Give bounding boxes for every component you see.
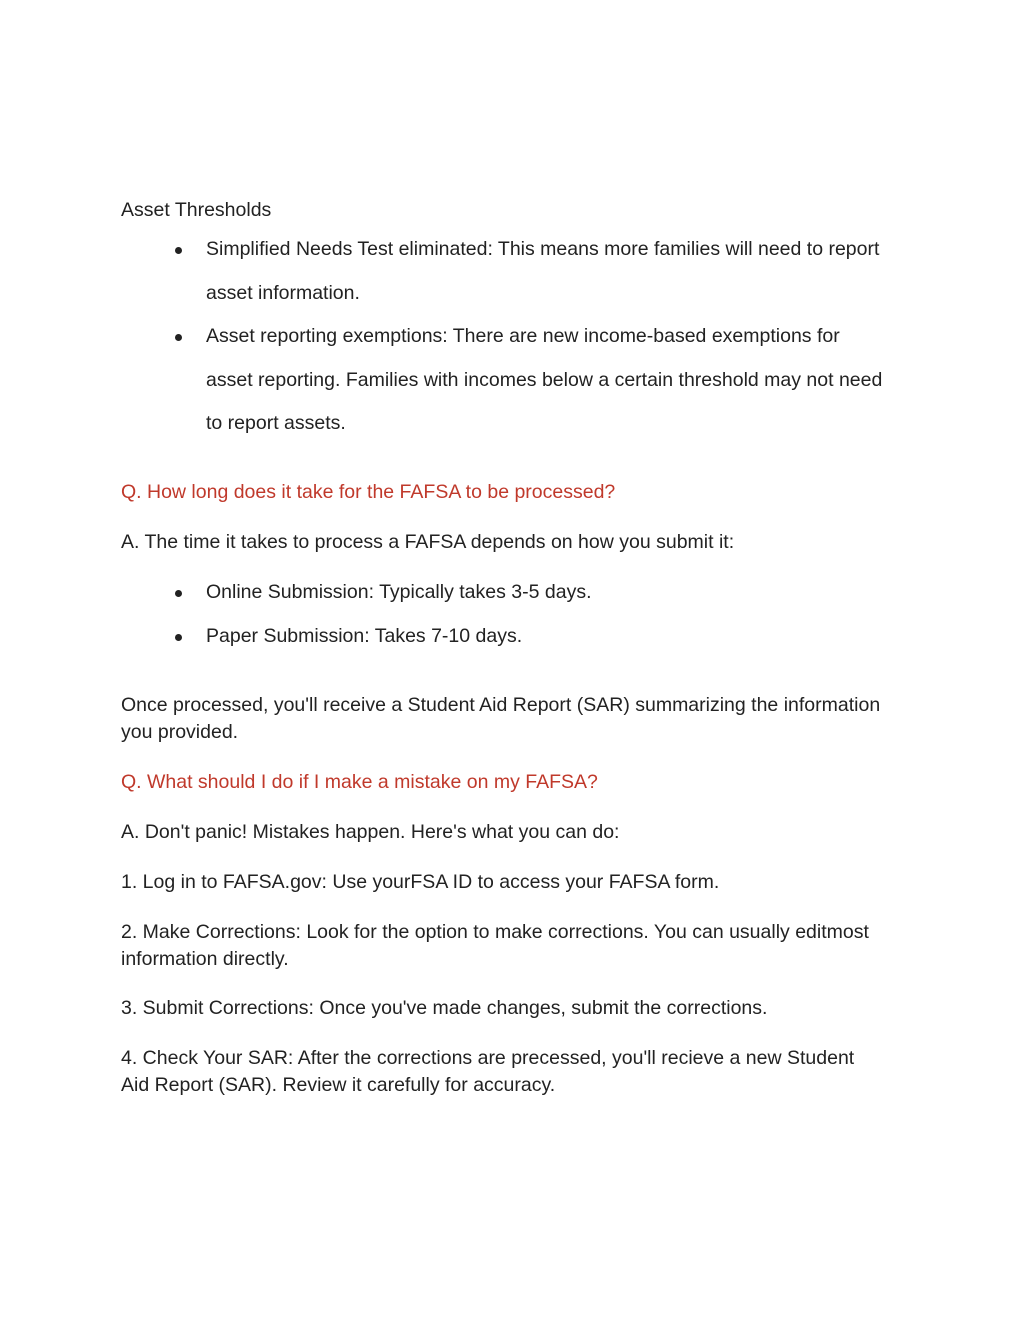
bullet-line: Online Submission: Typically takes 3-5 days. <box>206 581 592 603</box>
bullet-line: Simplified Needs Test eliminated: This means more families will need to report <box>206 238 880 260</box>
followup-line: Once processed, you'll receive a Student Aid Report (SAR) summarizing the information <box>121 694 881 716</box>
section-title-asset-thresholds: Asset Thresholds <box>121 199 272 221</box>
list-item <box>0 615 916 659</box>
bullet-line: to report assets. <box>206 412 346 434</box>
list-item <box>0 571 916 615</box>
faq-question-mistake: Q. What should I do if I make a mistake on my FAFSA? <box>121 771 598 793</box>
bullet-line: asset information. <box>206 281 360 304</box>
asset-bullet-list <box>0 236 1024 446</box>
bullet-line: Asset reporting exemptions: There are new income-based exemptions for <box>206 325 840 347</box>
list-item <box>0 228 916 315</box>
bullet-icon <box>175 334 182 341</box>
faq-answer-processing-time: A. The time it takes to process a FAFSA depends on how you submit it: <box>121 531 735 553</box>
bullet-line: Paper Submission: Takes 7-10 days. <box>206 624 523 647</box>
faq-answer-mistake: A. Don't panic! Mistakes happen. Here's what you can do: <box>121 821 620 843</box>
faq-question-processing-time: Q. How long does it take for the FAFSA to be processed? <box>121 481 616 503</box>
step-line: 2. Make Corrections: Look for the option to make corrections. You can usually editmost <box>121 921 869 943</box>
bullet-icon <box>175 247 182 254</box>
step-line: information directly. <box>121 948 289 970</box>
bullet-line: asset reporting. Families with incomes below a certain threshold may not need <box>206 368 883 391</box>
list-item <box>0 315 916 446</box>
step-line: 4. Check Your SAR: After the corrections are precessed, you'll recieve a new Student <box>121 1047 855 1069</box>
submission-bullet-list <box>0 571 1024 658</box>
bullet-icon <box>175 590 182 597</box>
followup-line: you provided. <box>121 721 239 743</box>
step-line: Aid Report (SAR). Review it carefully for accuracy. <box>121 1074 556 1096</box>
bullet-icon <box>175 634 182 641</box>
step-line: 3. Submit Corrections: Once you've made changes, submit the corrections. <box>121 997 768 1019</box>
step-line: 1. Log in to FAFSA.gov: Use yourFSA ID to access your FAFSA form. <box>121 871 720 893</box>
